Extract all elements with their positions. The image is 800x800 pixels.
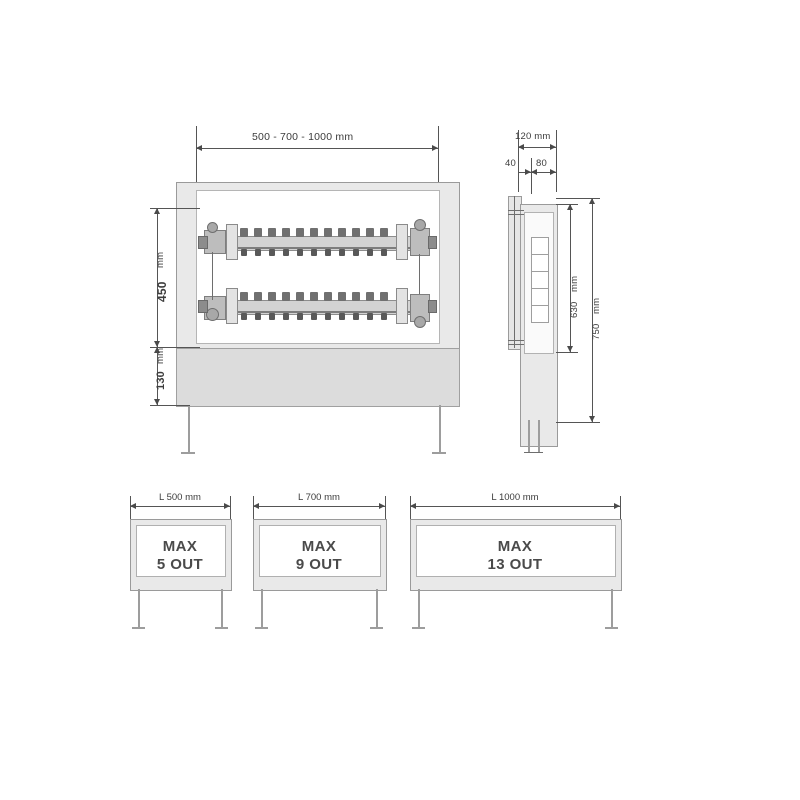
manifold-upper-outlet xyxy=(353,249,359,256)
side-manifold-slot xyxy=(531,254,549,272)
side-leg-front xyxy=(528,420,530,453)
variant-1000-arrow-left xyxy=(410,503,416,509)
manifold-upper-port xyxy=(310,228,318,237)
variant-1000-leg-left xyxy=(418,589,420,628)
side-750-label: 750 xyxy=(591,323,602,340)
manifold-lower-port xyxy=(338,292,346,301)
side-manifold-slot xyxy=(531,237,549,255)
side-wall-line xyxy=(514,196,515,348)
variant-700-arrow-left xyxy=(253,503,259,509)
front-base-label: 130 xyxy=(155,371,167,390)
manifold-lower-outlet xyxy=(297,313,303,320)
manifold-upper-right-knob xyxy=(414,219,426,231)
manifold-upper-port xyxy=(366,228,374,237)
manifold-connect-pipe-right xyxy=(419,254,420,294)
manifold-lower-port xyxy=(240,292,248,301)
variant-700-foot-left xyxy=(255,627,268,629)
manifold-lower-outlet xyxy=(269,313,275,320)
side-split-arrow-b xyxy=(531,169,537,175)
variant-500-arrow-left xyxy=(130,503,136,509)
front-width-arrow-right xyxy=(432,145,438,151)
side-top-bracket-line-2 xyxy=(508,214,524,215)
variant-500-dim-line xyxy=(130,506,230,507)
variant-700-ext-right xyxy=(385,496,386,520)
front-height-dim-line xyxy=(157,208,158,347)
variant-700-label-line2: 9 OUT xyxy=(295,555,343,573)
variant-500-arrow-right xyxy=(224,503,230,509)
variant-500-label xyxy=(130,538,230,573)
variant-500-label-line1: MAX xyxy=(162,538,198,555)
variant-1000-label-line1: MAX xyxy=(497,538,533,555)
variant-1000-leg-right xyxy=(611,589,613,628)
front-leg-foot-right xyxy=(432,452,446,454)
manifold-upper-port xyxy=(324,228,332,237)
manifold-lower-port xyxy=(366,292,374,301)
manifold-lower-outlet xyxy=(255,313,261,320)
front-height-arrow-top xyxy=(154,208,160,214)
front-width-label: 500 - 700 - 1000 mm xyxy=(252,131,354,143)
manifold-lower-bracket-right xyxy=(396,288,408,324)
manifold-connect-pipe-left xyxy=(212,252,213,300)
manifold-lower-outlet xyxy=(325,313,331,320)
side-depth-arrow-right xyxy=(550,144,556,150)
variant-1000-arrow-right xyxy=(614,503,620,509)
variant-500-foot-right xyxy=(215,627,228,629)
front-leg-right xyxy=(439,405,441,453)
side-split-ext-mid xyxy=(531,158,532,194)
variant-700-leg-right xyxy=(376,589,378,628)
manifold-lower-port xyxy=(352,292,360,301)
manifold-upper-port xyxy=(352,228,360,237)
front-cabinet-base xyxy=(176,348,460,407)
manifold-lower-right-fitting xyxy=(428,300,437,313)
manifold-upper-outlet xyxy=(339,249,345,256)
manifold-upper-port xyxy=(254,228,262,237)
side-manifold-slot xyxy=(531,288,549,306)
manifold-lower-outlet xyxy=(353,313,359,320)
front-base-arrow-bottom xyxy=(154,399,160,405)
manifold-lower-port xyxy=(380,292,388,301)
manifold-upper-port xyxy=(268,228,276,237)
manifold-upper-bracket-right xyxy=(396,224,408,260)
manifold-upper-right-fitting xyxy=(428,236,437,249)
manifold-upper-outlet xyxy=(283,249,289,256)
manifold-upper-outlet xyxy=(297,249,303,256)
manifold-upper-outlet xyxy=(255,249,261,256)
side-750-arrow-bottom xyxy=(589,416,595,422)
manifold-lower-outlet xyxy=(283,313,289,320)
side-manifold-slot xyxy=(531,305,549,323)
front-base-unit: mm xyxy=(155,347,166,364)
front-height-unit: mm xyxy=(155,251,166,268)
manifold-lower-outlet xyxy=(241,313,247,320)
side-630-arrow-top xyxy=(567,204,573,210)
manifold-lower-outlet xyxy=(367,313,373,320)
manifold-upper-port xyxy=(240,228,248,237)
variant-500-leg-left xyxy=(138,589,140,628)
manifold-upper-port xyxy=(282,228,290,237)
variant-1000-caption: L 1000 mm xyxy=(491,492,539,503)
manifold-upper-outlet xyxy=(241,249,247,256)
side-bottom-bracket-line xyxy=(508,340,524,341)
side-depth-label: 120 mm xyxy=(515,131,551,142)
side-bottom-bracket-line-2 xyxy=(508,344,524,345)
side-750-unit: mm xyxy=(591,297,602,314)
variant-700-label-line1: MAX xyxy=(301,538,337,555)
manifold-upper-outlet xyxy=(325,249,331,256)
manifold-lower-left-fitting xyxy=(198,300,208,313)
manifold-upper-right-valve xyxy=(410,228,430,256)
variant-700-arrow-right xyxy=(379,503,385,509)
front-leg-left xyxy=(188,405,190,453)
manifold-lower-outlet xyxy=(311,313,317,320)
side-750-arrow-top xyxy=(589,198,595,204)
side-630-label: 630 xyxy=(569,301,580,318)
front-base-ext-bottom xyxy=(150,405,190,406)
variant-700-foot-right xyxy=(370,627,383,629)
variant-500-caption: L 500 mm xyxy=(159,492,201,503)
variant-1000-label xyxy=(410,538,620,573)
variant-1000-ext-right xyxy=(620,496,621,520)
side-630-arrow-bottom xyxy=(567,346,573,352)
manifold-upper-bracket-left xyxy=(226,224,238,260)
front-height-label: 450 xyxy=(155,281,169,302)
side-750-ext-bottom xyxy=(556,422,600,423)
manifold-lower-port xyxy=(268,292,276,301)
manifold-lower-port xyxy=(254,292,262,301)
manifold-upper-outlet xyxy=(381,249,387,256)
variant-1000-dim-line xyxy=(410,506,620,507)
manifold-lower-outlet xyxy=(381,313,387,320)
side-630-unit: mm xyxy=(569,275,580,292)
side-depth-part-a-label: 40 xyxy=(505,158,516,169)
manifold-lower-port xyxy=(324,292,332,301)
variant-500-label-line2: 5 OUT xyxy=(156,555,204,573)
side-leg-back xyxy=(538,420,540,453)
variant-700-label xyxy=(253,538,385,573)
variant-500-ext-right xyxy=(230,496,231,520)
variant-700-caption: L 700 mm xyxy=(298,492,340,503)
side-630-ext-bottom xyxy=(556,352,578,353)
manifold-upper-port xyxy=(296,228,304,237)
side-manifold-slot xyxy=(531,271,549,289)
manifold-upper-port xyxy=(380,228,388,237)
side-split-arrow-b2 xyxy=(550,169,556,175)
front-width-arrow-left xyxy=(196,145,202,151)
variant-500-leg-right xyxy=(221,589,223,628)
side-depth-ext-right xyxy=(556,130,557,192)
manifold-upper-left-knob xyxy=(207,222,218,233)
variant-1000-label-line2: 13 OUT xyxy=(487,555,543,573)
variant-500-foot-left xyxy=(132,627,145,629)
manifold-upper-port xyxy=(338,228,346,237)
manifold-lower-port xyxy=(310,292,318,301)
front-width-dim-line xyxy=(196,148,438,149)
manifold-lower-port xyxy=(282,292,290,301)
side-top-bracket-line xyxy=(508,210,524,211)
manifold-lower-port xyxy=(296,292,304,301)
manifold-lower-outlet xyxy=(339,313,345,320)
variant-700-dim-line xyxy=(253,506,385,507)
variant-1000-foot-left xyxy=(412,627,425,629)
manifold-upper-outlet xyxy=(269,249,275,256)
variant-700-leg-left xyxy=(261,589,263,628)
manifold-lower-right-knob xyxy=(414,316,426,328)
manifold-upper-outlet xyxy=(311,249,317,256)
side-depth-part-b-label: 80 xyxy=(536,158,547,169)
side-leg-foot xyxy=(524,452,543,453)
manifold-upper-left-fitting xyxy=(198,236,208,249)
side-depth-arrow-left xyxy=(518,144,524,150)
manifold-upper-outlet xyxy=(367,249,373,256)
variant-1000-foot-right xyxy=(605,627,618,629)
manifold-lower-bracket-left xyxy=(226,288,238,324)
front-leg-foot-left xyxy=(181,452,195,454)
